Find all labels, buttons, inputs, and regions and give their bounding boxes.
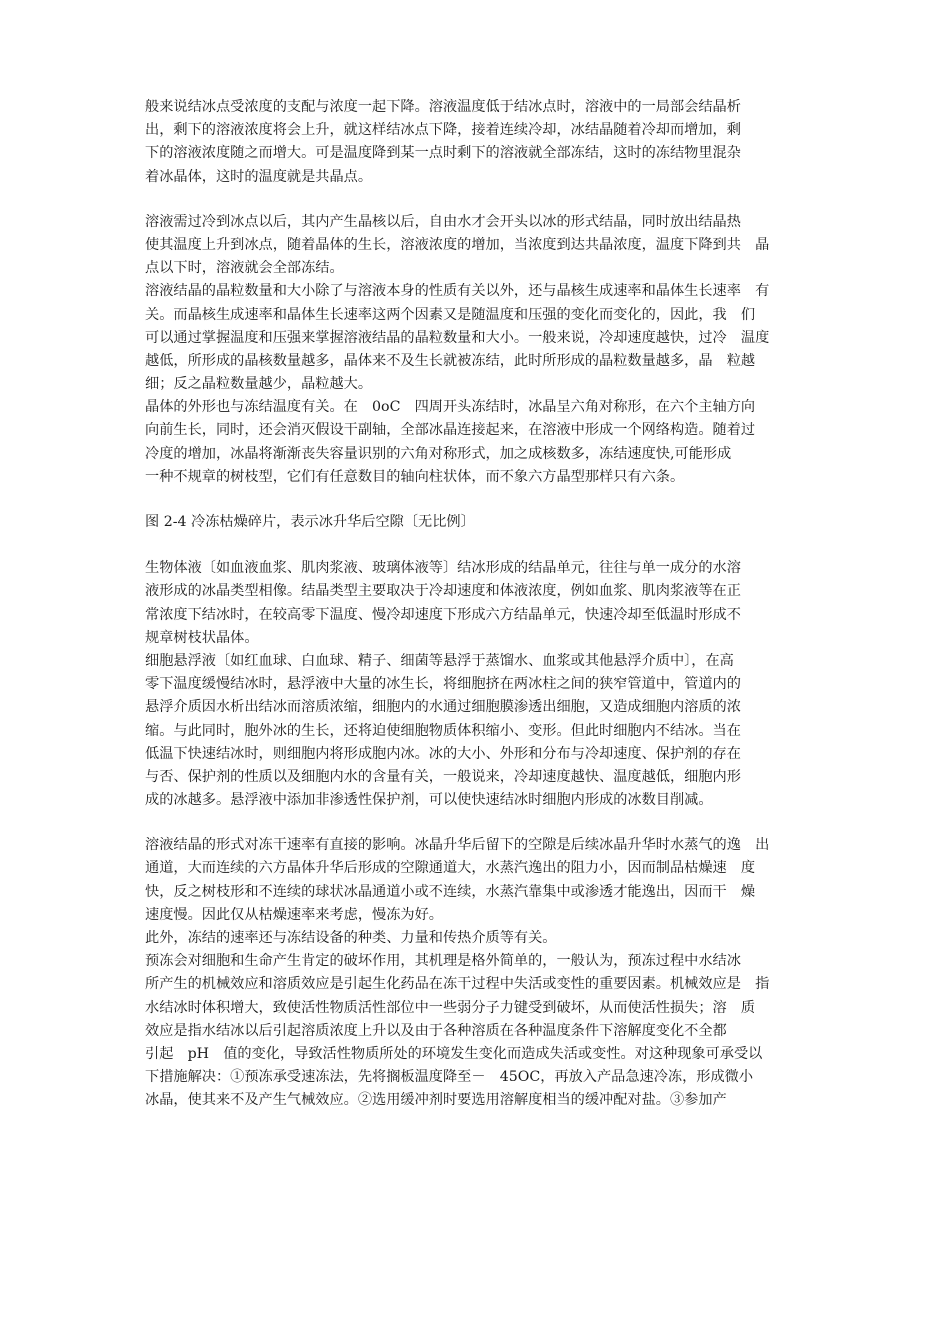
text-line: 液形成的冰晶类型相像。结晶类型主要取决于冷却速度和体液浓度，例如血浆、肌肉浆液等在正 [145,583,741,600]
text-line: 生物体液〔如血液血浆、肌肉浆液、玻璃体液等〕结冰形成的结晶单元，往往与单一成分的水溶 [145,560,741,577]
text-line: 冰晶，使其来不及产生气械效应。②选用缓冲剂时要选用溶解度相当的缓冲配对盐。③参加产 [145,1092,727,1109]
text-line: 出，剩下的溶液浓度将会上升，就这样结冰点下降，接着连续冷却，冰结晶随着冷却而增加，剩 [145,122,741,139]
text-line: 冷度的增加，冰晶将渐渐丧失容量识别的六角对称形式，加之成核数多，冻结速度快,可能形成 [145,445,732,462]
text-line: 成的冰越多。悬浮液中添加非渗透性保护剂，可以使快速结冰时细胞内形成的冰数目削减。 [145,792,713,809]
text-line: 悬浮介质因水析出结冰而溶质浓缩，细胞内的水通过细胞膜渗透出细胞，又造成细胞内溶质的浓 [145,699,741,716]
text-line: 低温下快速结冰时，则细胞内将形成胞内冰。冰的大小、外形和分布与冷却速度、保护剂的存在 [145,745,741,762]
text-line: 溶液需过冷到冰点以后，其内产生晶核以后，自由水才会开头以冰的形式结晶，同时放出结晶热 [145,213,741,230]
text-line: 溶液结晶的晶粒数量和大小除了与溶液本身的性质有关以外，还与晶核生成速率和晶体生长速率 有 [145,283,770,300]
text-line: 细；反之晶粒数量越少，晶粒越大。 [145,376,373,393]
document-page [145,96,813,1113]
text-line: 此外，冻结的速率还与冻结设备的种类、力量和传热介质等有关。 [145,930,557,946]
text-line: 下的溶液浓度随之而增大。可是温度降到某一点时剩下的溶液就全部冻结，这时的冻结物里混杂 [145,145,741,162]
text-line: 缩。与此同时，胞外冰的生长，还将迫使细胞物质体积缩小、变形。但此时细胞内不结冰。当在 [145,722,741,739]
paragraph-spacer [145,534,813,557]
text-line: 零下温度缓慢结冰时，悬浮液中大量的冰生长，将细胞挤在两冰柱之间的狭窄管道中，管道内的 [145,676,741,693]
text-line: 可以通过掌握温度和压强来掌握溶液结晶的晶粒数量和大小。一般来说，冷却速度越快，过冷 温度 [145,329,770,346]
text-line: 与否、保护剂的性质以及细胞内水的含量有关，一般说来，冷却速度越快、温度越低，细胞内形 [145,768,741,785]
paragraph-biological-fluids [145,557,813,812]
text-line: 速度慢。因此仅从枯燥速率来考虑，慢冻为好。 [145,906,443,923]
text-line: 使其温度上升到冰点，随着晶体的生长，溶液浓度的增加，当浓度到达共晶浓度，温度下降到共 晶 [145,236,770,253]
text-line: 快，反之树枝形和不连续的球状冰晶通道小或不连续，水蒸汽靠集中或渗透才能逸出，因而干 燥 [145,883,756,900]
text-line: 引起 pH 值的变化，导致活性物质所处的环境发生变化而造成失活或变性。对这种现象可承受以 [145,1045,763,1062]
text-line: 细胞悬浮液〔如红血球、白血球、精子、细菌等悬浮于蒸馏水、血浆或其他悬浮介质中〕，在高 [145,652,734,669]
paragraph-freeze-drying-rate [145,834,813,1112]
paragraph-spacer [145,812,813,834]
paragraph-spacer [145,189,813,211]
text-line: 规章树枝状晶体。 [145,629,259,646]
text-line: 着冰晶体，这时的温度就是共晶点。 [145,168,373,185]
text-line: 般来说结冰点受浓度的支配与浓度一起下降。溶液温度低于结冰点时，溶液中的一局部会结晶析 [145,99,741,115]
text-line: 常浓度下结冰时，在较高零下温度、慢冷却速度下形成六方结晶单元，快速冷却至低温时形成不 [145,606,741,623]
text-line: 溶液结晶的形式对冻干速率有直接的影响。冰晶升华后留下的空隙是后续冰晶升华时水蒸气的逸 出 [145,837,770,854]
paragraph-eutectic-point [145,96,813,189]
text-line: 下措施解决：①预冻承受速冻法，先将搁板温度降至－ 45OC，再放入产品急速冷冻，形成微小 [145,1069,754,1086]
text-line: 关。而晶核生成速率和晶体生长速率这两个因素又是随温度和压强的变化而变化的，因此，我 们 [145,306,756,323]
text-line: 向前生长，同时，还会消灭假设干副轴，全部冰晶连接起来，在溶液中形成一个网络构造。随着过 [145,422,756,439]
text-line: 一种不规章的树枝型，它们有任意数目的轴向柱状体，而不象六方晶型那样只有六条。 [145,468,685,485]
text-line: 点以下时，溶液就会全部冻结。 [145,260,344,277]
text-line: 预冻会对细胞和生命产生肯定的破坏作用，其机理是格外简单的，一般认为，预冻过程中水结冰 [145,953,741,970]
figure-caption-text: 图 2-4 冷冻枯燥碎片，表示冰升华后空隙〔无比例〕 [145,514,475,530]
figure-caption [145,511,813,534]
text-line: 通道，大而连续的六方晶体升华后形成的空隙通道大，水蒸汽逸出的阻力小，因而制品枯燥速 度 [145,860,756,877]
paragraph-crystallization [145,211,813,489]
paragraph-spacer [145,489,813,511]
text-line: 所产生的机械效应和溶质效应是引起生化药品在冻干过程中失活或变性的重要因素。机械效应是 指 [145,976,770,993]
text-line: 越低，所形成的晶核数量越多，晶体来不及生长就被冻结，此时所形成的晶粒数量越多，晶 粒越 [145,352,756,369]
text-line: 晶体的外形也与冻结温度有关。在 0oC 四周开头冻结时，冰晶呈六角对称形，在六个主轴方向 [145,399,756,416]
text-line: 效应是指水结冰以后引起溶质浓度上升以及由于各种溶质在各种温度条件下溶解度变化不全都 [145,1022,727,1039]
text-line: 水结冰时体积增大，致使活性物质活性部位中一些弱分子力键受到破坏，从而使活性损失；溶 质 [145,999,756,1016]
